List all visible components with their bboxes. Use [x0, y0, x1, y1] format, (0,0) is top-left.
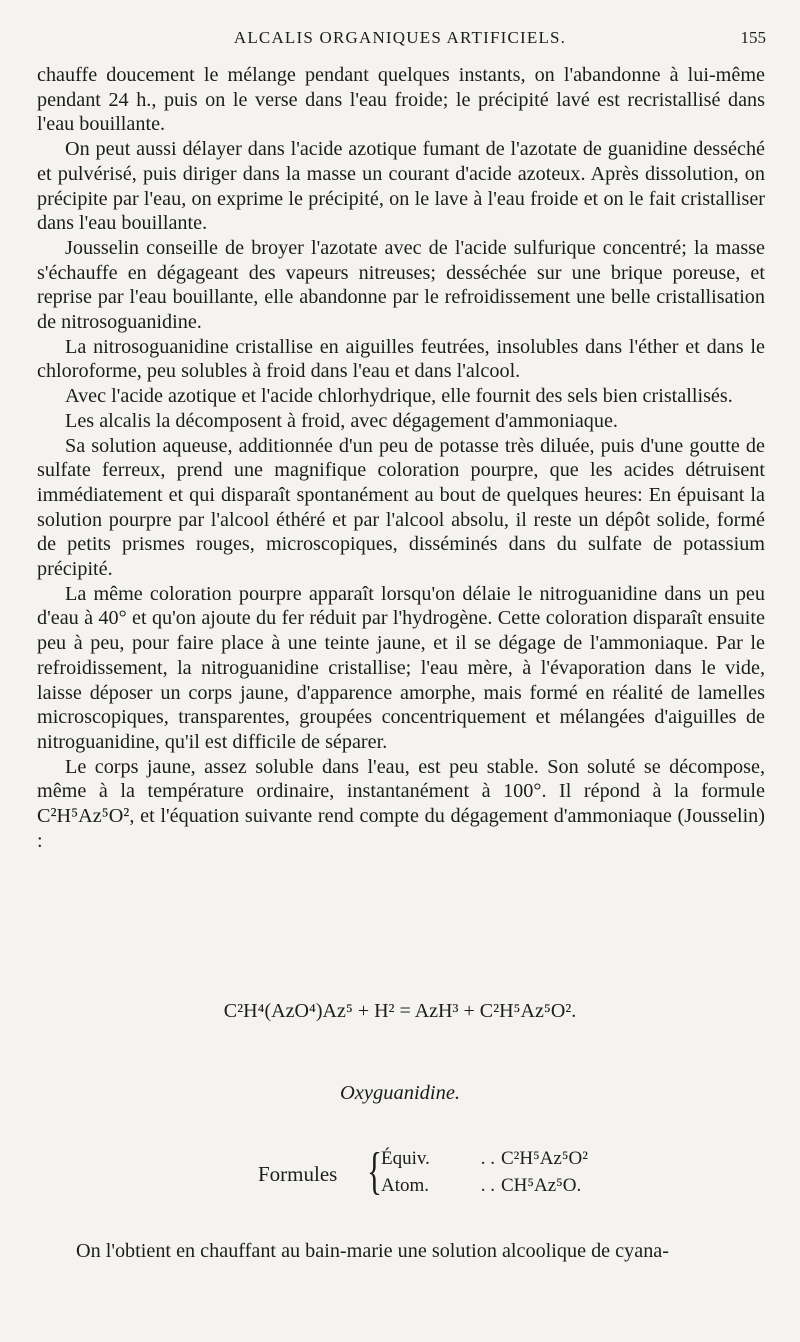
curly-brace-icon: {: [366, 1143, 382, 1200]
chemical-equation: C²H⁴(AzO⁴)Az⁵ + H² = AzH³ + C²H⁵Az⁵O².: [223, 1000, 577, 1022]
formula-value: C²H⁵Az⁵O²: [501, 1148, 588, 1169]
paragraph: Sa solution aqueuse, additionnée d'un peu de potasse très diluée, puis d'une goutte de sulfate ferreux, prend une magnifique coloration pourpre, que les acides détruisent immédiatement et qui disparaît spontanément au bout de quelques heures: En épuisant la solution pourpre par l'alcool éthéré et par l'alcool absolu, il reste un dépôt solide, formé de petits prismes rouges, microscopiques, disséminés dans du sulfate de potassium précipité.: [37, 434, 765, 581]
paragraph: Avec l'acide azotique et l'acide chlorhydrique, elle fournit des sels bien cristallisés.: [65, 385, 733, 408]
paragraph: La nitrosoguanidine cristallise en aiguilles feutrées, insolubles dans l'éther et dans le chloroforme, peu solubles à froid dans l'eau et dans l'alcool.: [37, 335, 765, 383]
formula-value: CH⁵Az⁵O.: [501, 1175, 582, 1196]
formula-dots: . .: [480, 1175, 495, 1196]
page-number: 155: [740, 28, 766, 47]
paragraph: Les alcalis la décomposent à froid, avec dégagement d'ammoniaque.: [65, 409, 618, 432]
formula-row-equiv: [381, 1148, 588, 1174]
paragraph: Le corps jaune, assez soluble dans l'eau, est peu stable. Son soluté se décompose, même à la température ordinaire, instantanément à 100°. Il répond à la formule C²H⁵Az⁵O², et l'équation suivante rend compte du dégagement d'ammoniaque (Jousselin) :: [37, 755, 765, 852]
paragraph: chauffe doucement le mélange pendant quelques instants, on l'abandonne à lui-même pendant 24 h., puis on le verse dans l'eau froide; le précipité lavé est recristallisé dans l'eau bouillante.: [37, 64, 765, 136]
formula-row-atom: [381, 1175, 581, 1201]
paragraph: On peut aussi délayer dans l'acide azotique fumant de l'azotate de guanidine desséché et pulvérisé, puis diriger dans la masse un courant d'acide azoteux. Après dissolution, on précipite par l'eau, on exprime le précipité, on le lave à l'eau froide et on le fait cristalliser dans l'eau bouillante.: [37, 138, 765, 235]
formula-key: Atom.: [381, 1175, 430, 1196]
formula-key: Équiv.: [381, 1148, 430, 1169]
paragraph: On l'obtient en chauffant au bain-marie une solution alcoolique de cyana-: [76, 1240, 669, 1262]
formulas-label: Formules: [258, 1162, 338, 1186]
page-header: [0, 28, 800, 54]
formulas-block: [258, 1143, 618, 1202]
body-text: [37, 63, 765, 854]
running-title: ALCALIS ORGANIQUES ARTIFICIELS.: [233, 28, 567, 47]
formula-dots: . .: [480, 1148, 495, 1169]
section-title: Oxyguanidine.: [339, 1082, 461, 1104]
paragraph: La même coloration pourpre apparaît lorsqu'on délaie le nitroguanidine dans un peu d'eau à 40° et qu'on ajoute du fer réduit par l'hydrogène. Cette coloration disparaît ensuite peu à peu, pour faire place à une teinte jaune, et il se dégage de l'ammoniaque. Par le refroidissement, la nitroguanidine cristallise; l'eau mère, à l'évaporation dans le vide, laisse déposer un corps jaune, d'apparence amorphe, mais formé en réalité de lamelles microscopiques, transparentes, groupées concentriquement et mélangées d'aiguilles de nitroguanidine, qu'il est difficile de séparer.: [37, 582, 765, 753]
paragraph: Jousselin conseille de broyer l'azotate avec de l'acide sulfurique concentré; la masse s'échauffe en dégageant des vapeurs nitreuses; desséchée sur une brique poreuse, et reprise par l'eau bouillante, elle abandonne par le refroidissement une belle cristallisation de nitrosoguanidine.: [37, 236, 765, 334]
